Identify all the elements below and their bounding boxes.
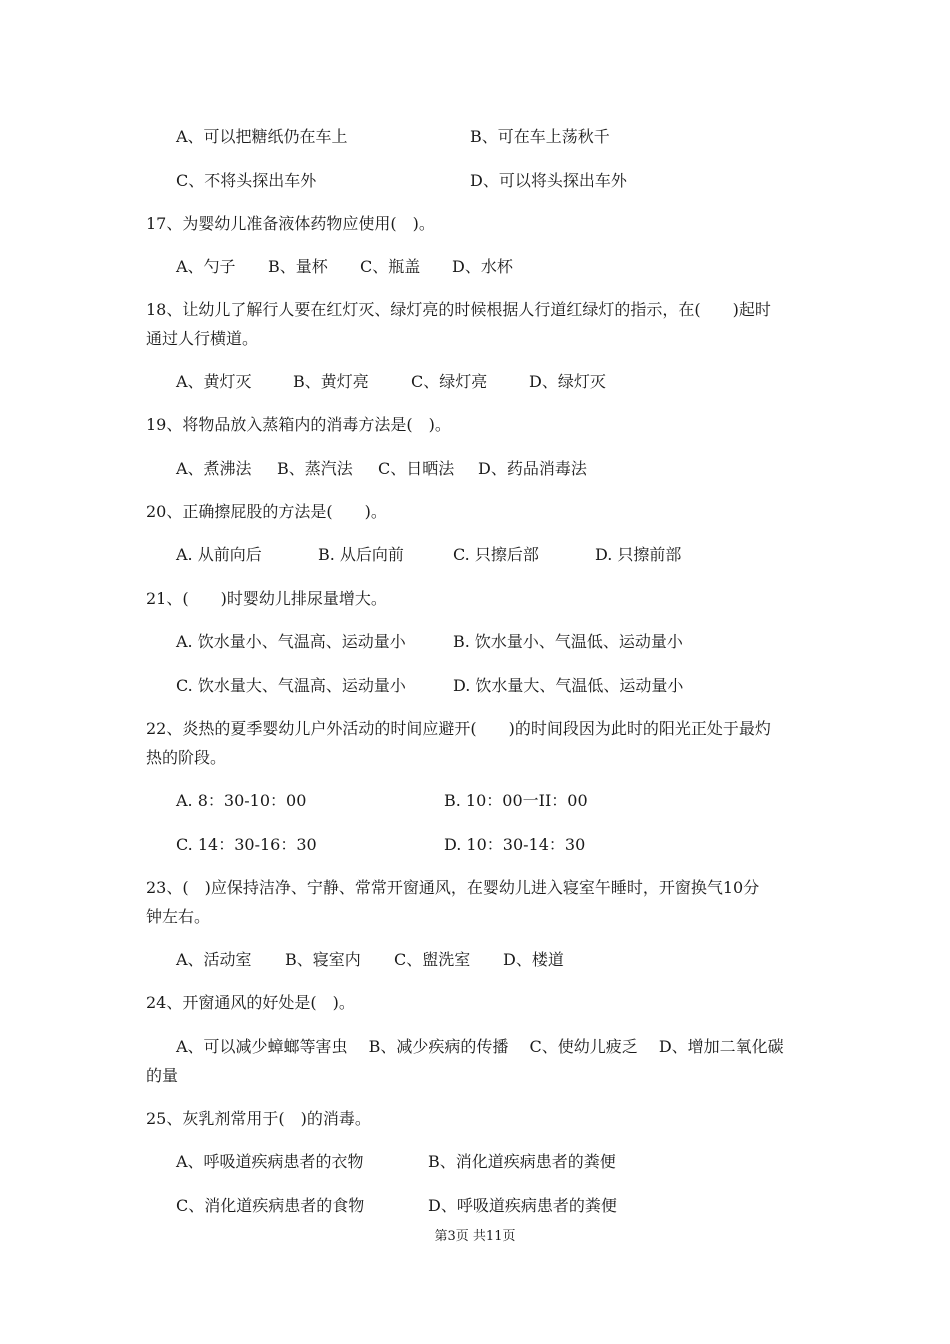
q18-stem-line1: 18、让幼儿了解行人要在红灯灭、绿灯亮的时候根据人行道红绿灯的指示，在( )起时 [146, 300, 771, 319]
q19-option-c: C、日晒法 [378, 459, 455, 478]
q21-stem: 21、( )时婴幼儿排尿量增大。 [146, 589, 387, 608]
q23-stem-line1: 23、( )应保持洁净、宁静、常常开窗通风，在婴幼儿进入寝室午睡时，开窗换气10分 [146, 878, 760, 897]
q21-option-d: D. 饮水量大、气温低、运动量小 [453, 676, 684, 695]
q19-option-a: A、煮沸法 [176, 459, 252, 478]
q17-option-b: B、量杯 [268, 257, 328, 276]
q25-option-c: C、消化道疾病患者的食物 [176, 1196, 365, 1215]
q17-stem: 17、为婴幼儿准备液体药物应使用( )。 [146, 214, 435, 233]
q23-stem-line2: 钟左右。 [146, 907, 211, 926]
q18-option-b: B、黄灯亮 [293, 372, 369, 391]
q21-option-a: A. 饮水量小、气温高、运动量小 [176, 632, 406, 651]
q25-option-d: D、呼吸道疾病患者的粪便 [428, 1196, 617, 1215]
q17-option-d: D、水杯 [452, 257, 513, 276]
q20-option-b: B. 从后向前 [318, 545, 404, 564]
q20-option-d: D. 只擦前部 [595, 545, 682, 564]
q21-option-c: C. 饮水量大、气温高、运动量小 [176, 676, 406, 695]
q17-option-a: A、勺子 [176, 257, 236, 276]
q18-option-c: C、绿灯亮 [411, 372, 488, 391]
q16-option-c: C、不将头探出车外 [176, 171, 317, 190]
q20-option-c: C. 只擦后部 [453, 545, 539, 564]
q17-option-c: C、瓶盖 [360, 257, 421, 276]
q24-options-line2: 的量 [146, 1066, 179, 1085]
q22-option-a: A. 8：30-10：00 [176, 791, 307, 810]
q18-stem-line2: 通过人行横道。 [146, 329, 259, 348]
page-footer: 第3页 共11页 [434, 1229, 516, 1244]
q23-option-c: C、盥洗室 [394, 950, 471, 969]
q18-option-a: A、黄灯灭 [176, 372, 252, 391]
q16-option-b: B、可在车上荡秋千 [470, 127, 610, 146]
q22-option-b: B. 10：00一II：00 [444, 791, 588, 810]
q22-stem-line1: 22、炎热的夏季婴幼儿户外活动的时间应避开( )的时间段因为此时的阳光正处于最灼 [146, 719, 771, 738]
q25-option-a: A、呼吸道疾病患者的衣物 [176, 1152, 364, 1171]
q22-option-c: C. 14：30-16：30 [176, 835, 317, 854]
q19-option-b: B、蒸汽法 [277, 459, 353, 478]
q20-option-a: A. 从前向后 [176, 545, 262, 564]
q20-stem: 20、正确擦屁股的方法是( )。 [146, 502, 387, 521]
q19-stem: 19、将物品放入蒸箱内的消毒方法是( )。 [146, 415, 451, 434]
q16-option-a: A、可以把糖纸仍在车上 [176, 127, 348, 146]
q24-stem: 24、开窗通风的好处是( )。 [146, 993, 355, 1012]
q25-stem: 25、灰乳剂常用于( )的消毒。 [146, 1109, 371, 1128]
q19-option-d: D、药品消毒法 [478, 459, 587, 478]
q16-option-d: D、可以将头探出车外 [470, 171, 627, 190]
q23-option-a: A、活动室 [176, 950, 252, 969]
q25-option-b: B、消化道疾病患者的粪便 [428, 1152, 616, 1171]
q24-options-line1: A、可以减少蟑螂等害虫 B、减少疾病的传播 C、使幼儿疲乏 D、增加二氧化碳 [176, 1037, 784, 1056]
q21-option-b: B. 饮水量小、气温低、运动量小 [453, 632, 683, 651]
q23-option-d: D、楼道 [503, 950, 564, 969]
q22-option-d: D. 10：30-14：30 [444, 835, 586, 854]
q22-stem-line2: 热的阶段。 [146, 748, 227, 767]
q23-option-b: B、寝室内 [285, 950, 361, 969]
q18-option-d: D、绿灯灭 [529, 372, 606, 391]
